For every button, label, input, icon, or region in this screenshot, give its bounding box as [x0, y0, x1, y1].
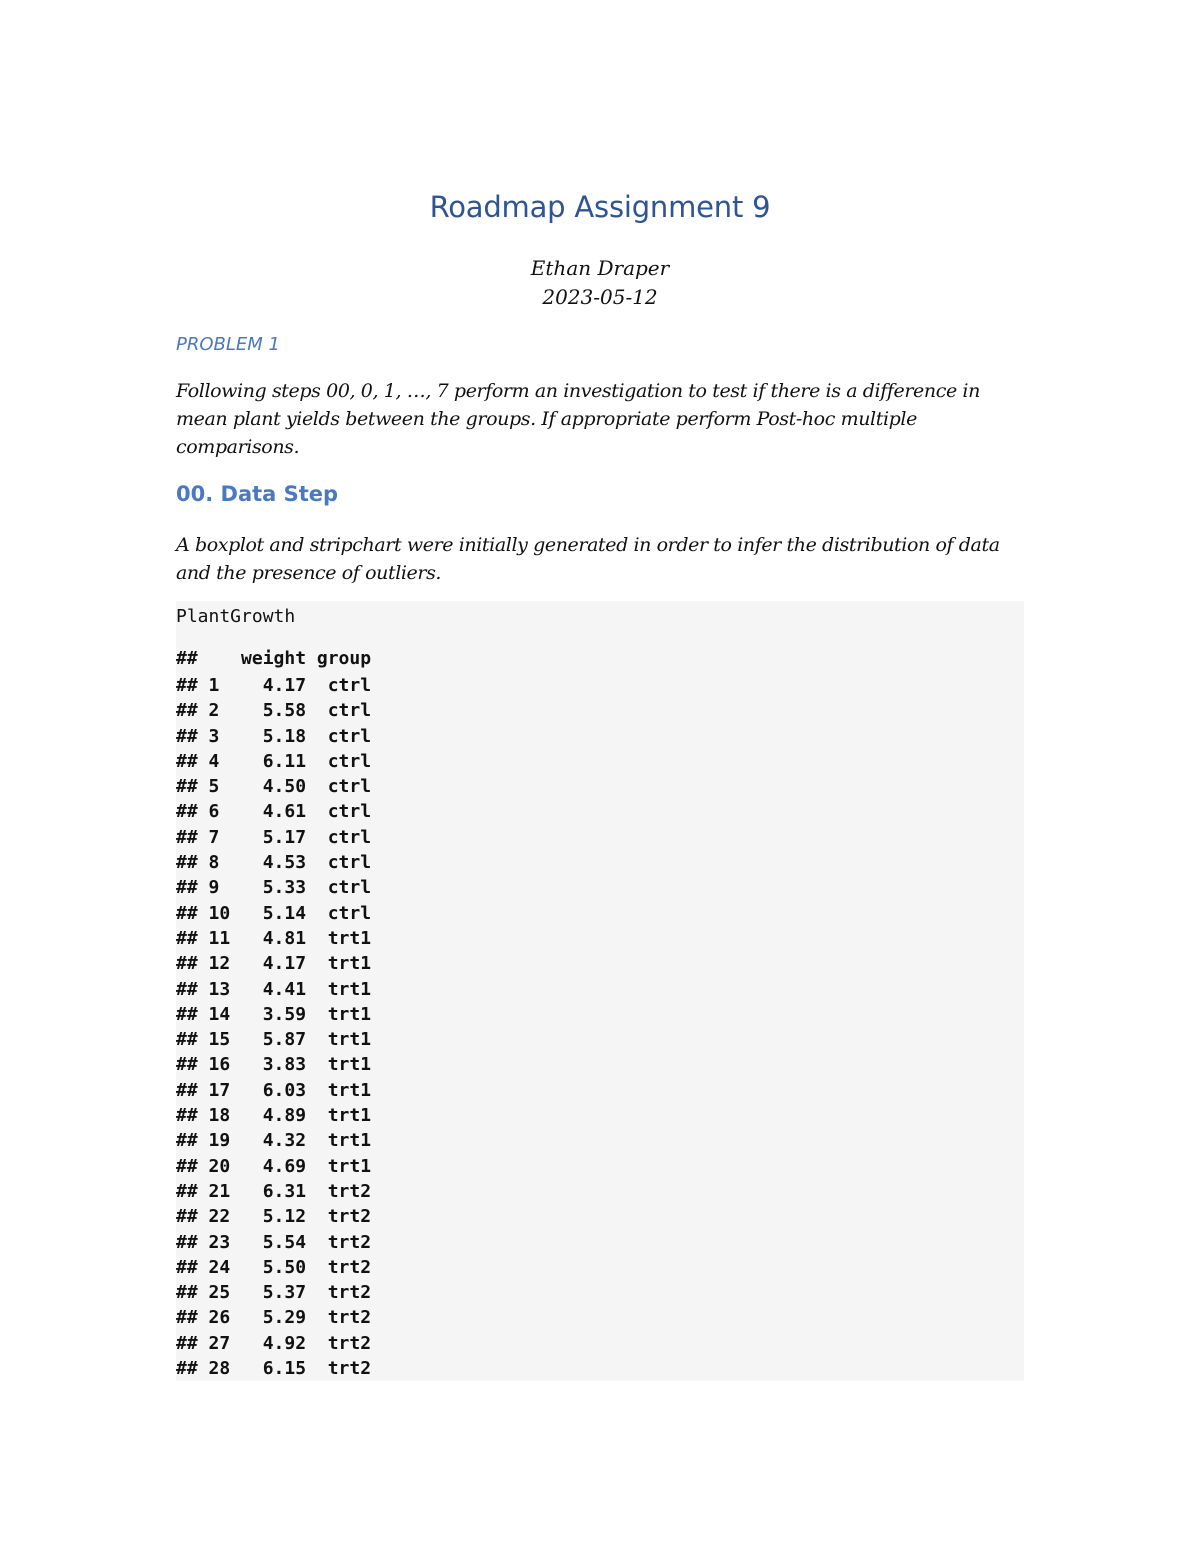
output-row: ## 9 5.33 ctrl	[176, 877, 372, 899]
output-row: ## 17 6.03 trt1	[176, 1079, 372, 1101]
output-row: ## 11 4.81 trt1	[176, 927, 372, 949]
output-row: ## 14 3.59 trt1	[176, 1003, 372, 1025]
problem-label: PROBLEM 1	[176, 334, 280, 355]
output-row: ## 23 5.54 trt2	[176, 1231, 372, 1253]
problem-text: Following steps 00, 0, 1, …, 7 perform an investigation to test if there is a difference in mean plant yields between the groups. If appropriate perform Post-hoc multiple comparisons.	[176, 380, 980, 458]
document-author: Ethan Draper	[530, 256, 670, 280]
output-row: ## 18 4.89 trt1	[176, 1105, 372, 1127]
output-row: ## 12 4.17 trt1	[176, 953, 372, 975]
output-row: ## 22 5.12 trt2	[176, 1206, 372, 1228]
output-row: ## 15 5.87 trt1	[176, 1029, 372, 1051]
output-row: ## 16 3.83 trt1	[176, 1054, 372, 1076]
output-row: ## 24 5.50 trt2	[176, 1256, 372, 1278]
output-row: ## 1 4.17 ctrl	[176, 675, 372, 696]
code-input-line: PlantGrowth	[176, 606, 296, 627]
output-row: ## 10 5.14 ctrl	[176, 902, 372, 924]
output-row: ## 3 5.18 ctrl	[176, 725, 372, 747]
output-row: ## 25 5.37 trt2	[176, 1282, 372, 1304]
section-heading: 00. Data Step	[176, 482, 339, 506]
output-row: ## 4 6.11 ctrl	[176, 750, 372, 772]
output-row: ## 27 4.92 trt2	[176, 1332, 372, 1354]
output-row: ## 5 4.50 ctrl	[176, 776, 372, 798]
output-row: ## 13 4.41 trt1	[176, 978, 372, 1000]
output-header: ## weight group	[176, 648, 372, 669]
document-title: Roadmap Assignment 9	[429, 190, 771, 224]
output-row: ## 26 5.29 trt2	[176, 1307, 372, 1329]
output-row: ## 21 6.31 trt2	[176, 1180, 372, 1202]
output-row: ## 28 6.15 trt2	[176, 1358, 372, 1380]
output-row: ## 8 4.53 ctrl	[176, 852, 372, 874]
document-date: 2023-05-12	[542, 285, 658, 309]
section-text: A boxplot and stripchart were initially generated in order to infer the distribution of data and the presence of outliers.	[176, 534, 1000, 584]
output-row: ## 2 5.58 ctrl	[176, 700, 372, 722]
output-row: ## 6 4.61 ctrl	[176, 801, 372, 823]
output-row: ## 7 5.17 ctrl	[176, 826, 372, 848]
output-row: ## 19 4.32 trt1	[176, 1130, 372, 1152]
output-row: ## 20 4.69 trt1	[176, 1155, 372, 1177]
output-rows	[176, 673, 371, 1381]
